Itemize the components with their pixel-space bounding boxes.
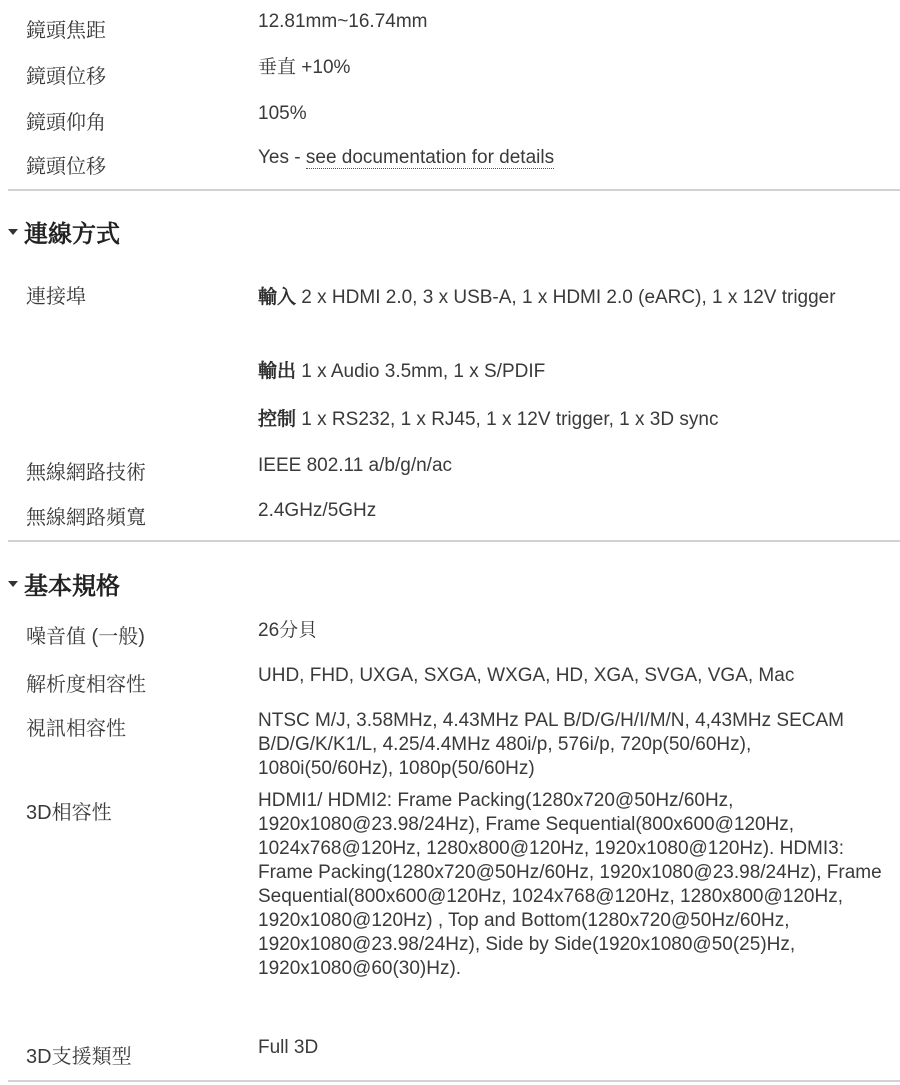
spec-value: UHD, FHD, UXGA, SXGA, WXGA, HD, XGA, SVGA, VGA, Mac: [258, 665, 795, 686]
spec-value: 26分貝: [258, 620, 318, 641]
spec-label: 解析度相容性: [26, 674, 146, 696]
spec-label: 無線網路頻寬: [26, 507, 146, 529]
spec-label: 連接埠: [26, 286, 86, 308]
spec-value: 垂直 +10%: [258, 57, 351, 78]
port-group-control: [258, 408, 888, 432]
port-group-name: 控制: [258, 409, 297, 430]
spec-label: 鏡頭仰角: [26, 112, 106, 134]
spec-label: 無線網路技術: [26, 462, 146, 484]
spec-value: 2.4GHz/5GHz: [258, 500, 377, 521]
port-group-name: 輸入: [258, 287, 297, 308]
documentation-link[interactable]: see documentation for details: [305, 147, 555, 168]
spec-label: 鏡頭位移: [26, 66, 106, 88]
spec-value: HDMI1/ HDMI2: Frame Packing(1280x720@50Hz/60Hz, 1920x1080@23.98/24Hz), Frame Sequential(800x600@120Hz, 1024x768@120Hz, 1280x800@120Hz, 1920x1080@120Hz). HDMI3: Frame Packing(1280x720@50Hz/60Hz, 1920x1080@23.98/24Hz), Frame Sequential(800x600@120Hz, 1024x768@120Hz, 1280x800@120Hz, 1920x1080@120Hz) , Top and Bottom(1280x720@50Hz/60Hz, 1920x1080@23.98/24Hz), Side by Side(1920x1080@50(25)Hz, 1920x1080@60(30)Hz).: [258, 790, 882, 979]
port-group-output: [258, 360, 888, 384]
spec-label: 鏡頭位移: [26, 156, 106, 178]
section-header-connectivity[interactable]: [8, 220, 120, 250]
section-divider: [8, 1080, 900, 1082]
port-group-text: 1 x Audio 3.5mm, 1 x S/PDIF: [301, 361, 546, 382]
spec-label: 噪音值 (一般): [26, 626, 145, 648]
spec-label: 視訊相容性: [26, 718, 126, 740]
section-divider: [8, 540, 900, 542]
spec-label: 3D相容性: [26, 802, 112, 824]
spec-value: IEEE 802.11 a/b/g/n/ac: [258, 455, 453, 476]
section-divider: [8, 189, 900, 191]
caret-down-icon: [8, 581, 18, 587]
shift-value-prefix: Yes -: [258, 147, 306, 168]
spec-value: Full 3D: [258, 1037, 319, 1058]
spec-label: 3D支援類型: [26, 1046, 132, 1068]
spec-value: 12.81mm~16.74mm: [258, 11, 428, 32]
port-group-text: 1 x RS232, 1 x RJ45, 1 x 12V trigger, 1 x 3D sync: [301, 409, 719, 430]
port-group-name: 輸出: [258, 361, 297, 382]
caret-down-icon: [8, 229, 18, 235]
section-title: 基本規格: [24, 573, 120, 600]
spec-value: [258, 146, 888, 170]
spec-label: 鏡頭焦距: [26, 20, 106, 42]
port-group-text: 2 x HDMI 2.0, 3 x USB-A, 1 x HDMI 2.0 (eARC), 1 x 12V trigger: [301, 287, 836, 308]
section-header-basic[interactable]: [8, 572, 120, 602]
spec-value: 105%: [258, 103, 307, 124]
spec-value: NTSC M/J, 3.58MHz, 4.43MHz PAL B/D/G/H/I/M/N, 4,43MHz SECAM B/D/G/K/K1/L, 4.25/4.4MHz 480i/p, 576i/p, 720p(50/60Hz), 1080i(50/60Hz), 1080p(50/60Hz): [258, 710, 844, 779]
port-group-input: [258, 286, 888, 310]
section-title: 連線方式: [24, 221, 120, 248]
